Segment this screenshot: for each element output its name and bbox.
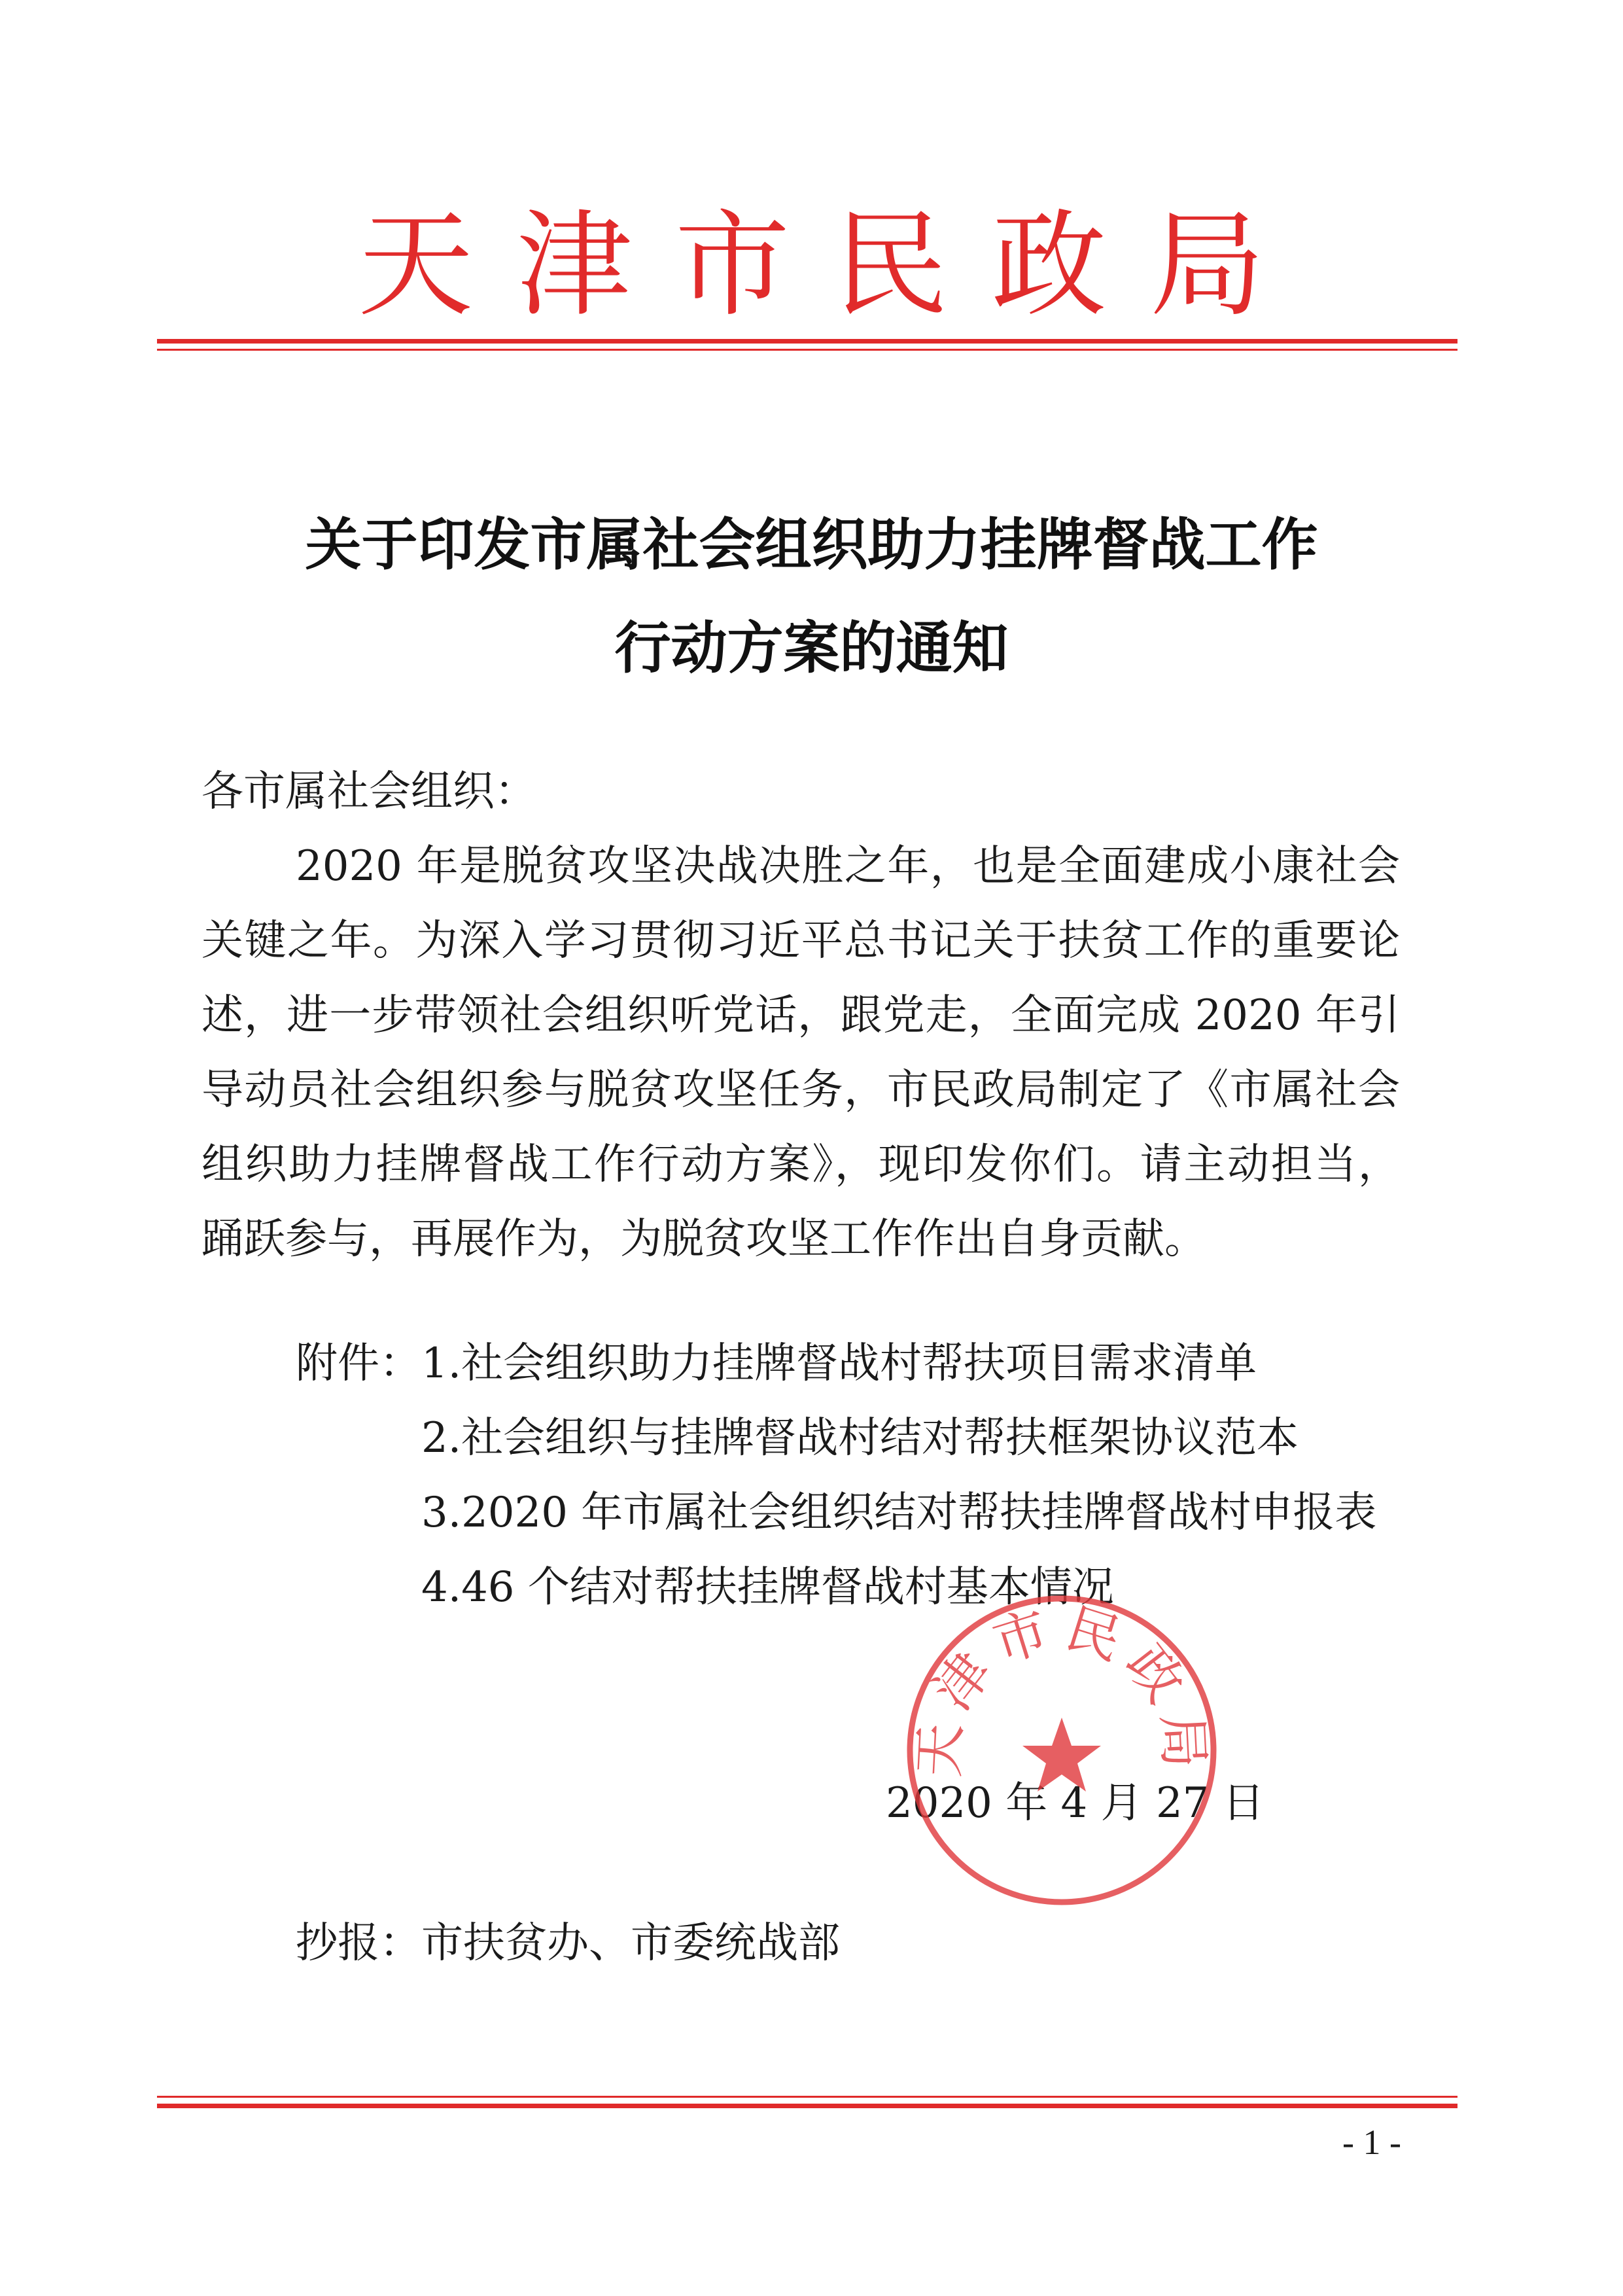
doc-title-line-1: 关于印发市属社会组织助力挂牌督战工作	[305, 512, 1318, 578]
paragraph-line: 踊跃参与，再展作为，为脱贫攻坚工作作出自身贡献。	[201, 1215, 1206, 1263]
seal-text: 天津市民政局	[907, 1597, 1216, 1779]
cc-recipients: 抄报：市扶贫办、市委统战部	[296, 1919, 840, 1968]
doc-title-line-2: 行动方案的通知	[614, 616, 1009, 681]
attachments-label: 附件：	[296, 1339, 421, 1388]
attachment-item: 2.社会组织与挂牌督战村结对帮扶框架协议范本	[421, 1414, 1299, 1462]
footer-rule-thick	[157, 2104, 1457, 2108]
issuer-masthead: 天津市民政局	[358, 198, 1308, 332]
paragraph-line: 述，进一步带领社会组织听党话，跟党走，全面完成 2020 年引	[201, 991, 1400, 1040]
paragraph-line: 2020 年是脱贫攻坚决战决胜之年，也是全面建成小康社会	[296, 842, 1400, 891]
official-seal	[901, 1590, 1222, 1911]
page-number: - 1 -	[1342, 2123, 1401, 2162]
footer-rule-thin	[157, 2096, 1457, 2098]
paragraph-line: 组织助力挂牌督战工作行动方案》，现印发你们。请主动担当，	[201, 1140, 1400, 1189]
paragraph-line: 导动员社会组织参与脱贫攻坚任务，市民政局制定了《市属社会	[201, 1066, 1400, 1114]
issue-date: 2020 年 4 月 27 日	[886, 1779, 1265, 1828]
attachment-item: 1.社会组织助力挂牌督战村帮扶项目需求清单	[421, 1339, 1257, 1388]
masthead-rule-thick	[157, 339, 1457, 344]
attachment-item: 4.46 个结对帮扶挂牌督战村基本情况	[421, 1563, 1114, 1612]
salutation: 各市属社会组织：	[201, 768, 536, 816]
seal-star-icon	[1022, 1718, 1101, 1792]
attachment-item: 3.2020 年市属社会组织结对帮扶挂牌督战村申报表	[421, 1489, 1377, 1537]
paragraph-line: 关键之年。为深入学习贯彻习近平总书记关于扶贫工作的重要论	[201, 917, 1400, 965]
masthead-rule-thin	[157, 349, 1457, 351]
